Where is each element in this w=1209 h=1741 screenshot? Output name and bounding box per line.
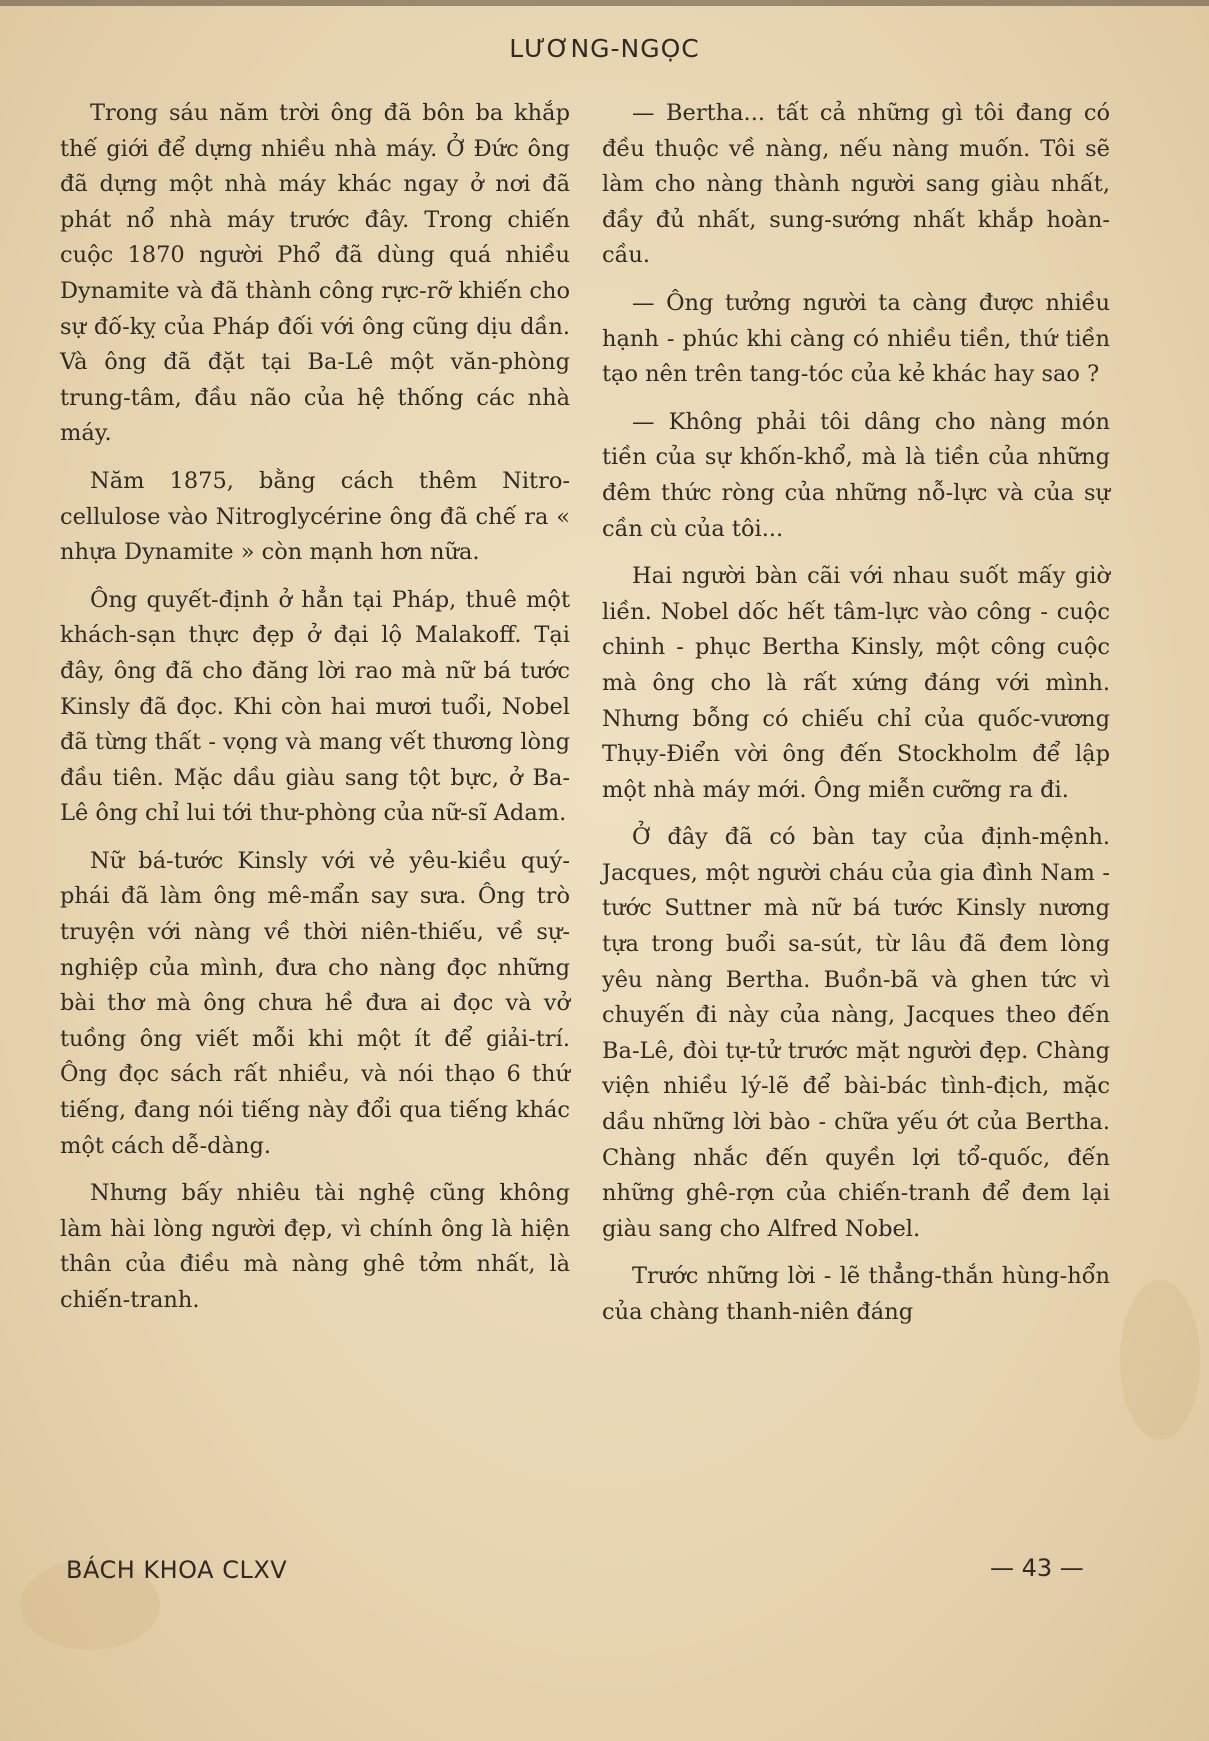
paragraph: Năm 1875, bằng cách thêm Nitro-cellulose vào Nitroglycérine ông đã chế ra « nhựa Dynamite » còn mạnh hơn nữa. — [60, 467, 570, 566]
page-number: — 43 — — [990, 1554, 1084, 1582]
publication-footer: BÁCH KHOA CLXV — [66, 1556, 288, 1584]
page-top-edge — [0, 0, 1209, 6]
right-column — [602, 96, 1110, 1343]
paragraph: Trong sáu năm trời ông đã bôn ba khắp thế giới để dựng nhiều nhà máy. Ở Đức ông đã dựng một nhà máy khác ngay ở nơi đã phát nổ nhà máy trước đây. Trong chiến cuộc 1870 người Phổ đã dùng quá nhiều Dynamite và đã thành công rực-rỡ khiến cho sự đố-kỵ của Pháp đối với ông cũng dịu dần. Và ông đã đặt tại Ba-Lê một văn-phòng trung-tâm, đầu não của hệ thống các nhà máy. — [60, 100, 570, 447]
paragraph: Nữ bá-tước Kinsly với vẻ yêu-kiều quý-phái đã làm ông mê-mẩn say sưa. Ông trò truyện với nàng về thời niên-thiếu, về sự-nghiệp của mình, đưa cho nàng đọc những bài thơ mà ông chưa hề đưa ai đọc và vở tuồng ông viết mỗi khi một ít để giải-trí. Ông đọc sách rất nhiều, và nói thạo 6 thứ tiếng, đang nói tiếng này đổi qua tiếng khác một cách dễ-dàng. — [60, 847, 570, 1159]
paragraph: Nhưng bấy nhiêu tài nghệ cũng không làm hài lòng người đẹp, vì chính ông là hiện thân của điều mà nàng ghê tởm nhất, là chiến-tranh. — [60, 1180, 570, 1313]
dialogue-paragraph: — Không phải tôi dâng cho nàng món tiền của sự khốn-khổ, mà là tiền của những đêm thức ròng của những nỗ-lực và của sự cần cù của tôi... — [602, 408, 1110, 542]
author-header: LƯƠNG-NGỌC — [509, 34, 700, 63]
paragraph: Ở đây đã có bàn tay của định-mệnh. Jacques, một người cháu của gia đình Nam - tước Suttner mà nữ bá tước Kinsly nương tựa trong buổi sa-sút, từ lâu đã đem lòng yêu nàng Bertha. Buồn-bã và ghen tức vì chuyến đi này của nàng, Jacques theo đến Ba-Lê, đòi tự-tử trước mặt người đẹp. Chàng viện nhiều lý-lẽ để bài-bác tình-địch, mặc dầu những lời bào - chữa yếu ớt của Bertha. Chàng nhắc đến quyền lợi tổ-quốc, đến những ghê-rợn của chiến-tranh để đem lại giàu sang cho Alfred Nobel. — [602, 824, 1110, 1242]
dialogue-paragraph: — Ông tưởng người ta càng được nhiều hạnh - phúc khi càng có nhiều tiền, thứ tiền tạo nên trên tang-tóc của kẻ khác hay sao ? — [602, 289, 1110, 388]
paragraph: Ông quyết-định ở hẳn tại Pháp, thuê một khách-sạn thực đẹp ở đại lộ Malakoff. Tại đây, ông đã cho đăng lời rao mà nữ bá tước Kinsly đã đọc. Khi còn hai mươi tuổi, Nobel đã từng thất - vọng và mang vết thương lòng đầu tiên. Mặc dầu giàu sang tột bực, ở Ba-Lê ông chỉ lui tới thư-phòng của nữ-sĩ Adam. — [60, 586, 570, 827]
dialogue-paragraph: — Bertha... tất cả những gì tôi đang có đều thuộc về nàng, nếu nàng muốn. Tôi sẽ làm cho nàng thành người sang giàu nhất, đầy đủ nhất, sung-sướng nhất khắp hoàn-cầu. — [602, 100, 1110, 269]
paper-stain — [1120, 1280, 1200, 1440]
paragraph: Trước những lời - lẽ thẳng-thắn hùng-hổn của chàng thanh-niên đáng — [602, 1263, 1110, 1325]
paragraph: Hai người bàn cãi với nhau suốt mấy giờ liền. Nobel dốc hết tâm-lực vào công - cuộc chinh - phục Bertha Kinsly, một công cuộc mà ông cho là rất xứng đáng với mình. Nhưng bỗng có chiếu chỉ của quốc-vương Thụy-Điển vời ông đến Stockholm để lập một nhà máy mới. Ông miễn cưỡng ra đi. — [602, 563, 1110, 803]
left-column — [60, 96, 570, 1331]
